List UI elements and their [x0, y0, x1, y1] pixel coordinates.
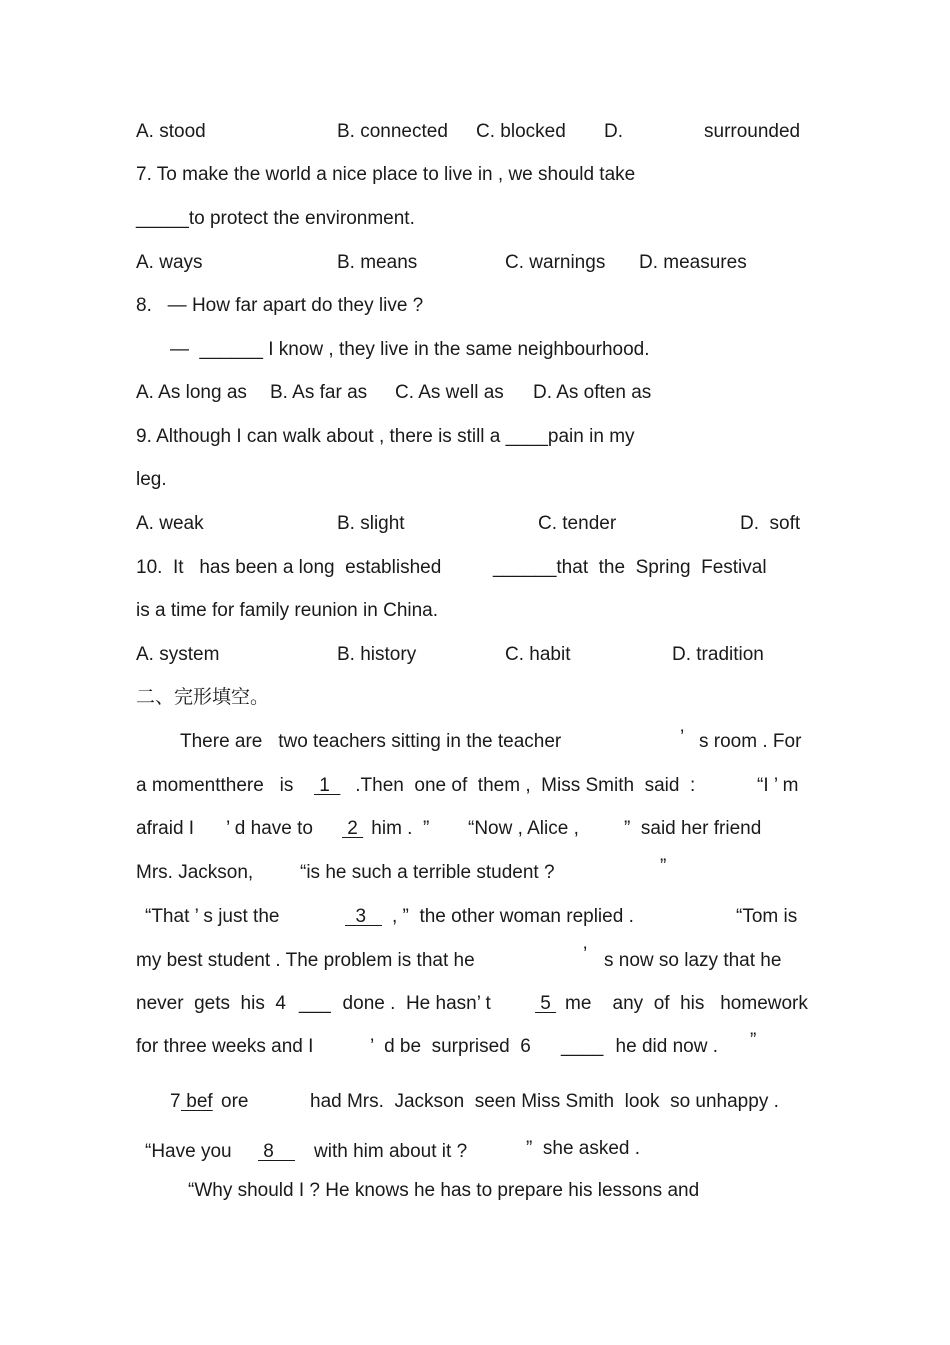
passage-line2-b: .Then one of them , Miss Smith said :: [350, 775, 696, 796]
q8-option-a: A. As long as: [136, 382, 247, 403]
passage-line2-c: “I ’ m: [757, 775, 799, 796]
q9-option-a: A. weak: [136, 513, 204, 534]
passage-line3-b: ’ d have to: [226, 818, 319, 839]
q6-option-a: A. stood: [136, 121, 206, 142]
q10-option-b: B. history: [337, 644, 417, 665]
q10-stem-line1a: 10. It has been a long established: [136, 557, 442, 578]
q10-stem-line2: is a time for family reunion in China.: [136, 600, 439, 621]
passage-line3-e: ” said her friend: [624, 818, 762, 839]
q10-option-c: C. habit: [505, 644, 571, 665]
q8-stem-line1: 8. — How far apart do they live ?: [136, 295, 424, 316]
passage-line6-c: s now so lazy that he: [604, 950, 782, 971]
q8-option-b: B. As far as: [270, 382, 368, 403]
q7-option-c: C. warnings: [505, 252, 606, 273]
blank-6: ____: [561, 1036, 604, 1057]
q9-stem-line2: leg.: [136, 469, 167, 490]
passage-line1-c: s room . For: [699, 731, 802, 752]
passage-line8-b: ’ d be surprised 6: [370, 1036, 537, 1057]
blank-2: 2: [342, 818, 364, 839]
q8-option-d: D. As often as: [533, 382, 652, 403]
passage-line3-c: him . ”: [366, 818, 430, 839]
passage-line7-b: done . He hasn’ t: [332, 993, 502, 1014]
passage-line10-c: ” she asked .: [526, 1138, 641, 1159]
blank-3: 3: [345, 906, 382, 927]
q10-stem-line1b: ______that the Spring Festival: [493, 557, 767, 578]
passage-line7-c: me any of his homework: [565, 993, 808, 1014]
passage-line4-b: “is he such a terrible student ?: [300, 862, 555, 883]
passage-line1-a: There are two teachers sitting in the teacher: [180, 731, 562, 752]
passage-line7-a: never gets his 4: [136, 993, 286, 1014]
q8-stem-line2: — ______ I know , they live in the same neighbourhood.: [170, 339, 650, 360]
q6-option-d-letter: D.: [604, 121, 623, 142]
q9-option-c: C. tender: [538, 513, 617, 534]
passage-line10-a: “Have you: [145, 1141, 243, 1162]
passage-line4-c: ”: [660, 856, 667, 877]
q7-option-a: A. ways: [136, 252, 203, 273]
passage-line3-a: afraid I: [136, 818, 195, 839]
q8-option-c: C. As well as: [395, 382, 504, 403]
passage-line8-d: ”: [750, 1030, 757, 1051]
passage-line8-c: he did now .: [605, 1036, 719, 1057]
passage-line10-b: with him about it ?: [314, 1141, 468, 1162]
q6-option-b: B. connected: [337, 121, 448, 142]
blank-8: 8: [258, 1141, 295, 1162]
passage-line5-b: , ” the other woman replied .: [392, 906, 634, 927]
blank-1: 1: [314, 775, 341, 796]
passage-line4-a: Mrs. Jackson,: [136, 862, 254, 883]
blank-7: bef: [181, 1091, 213, 1112]
passage-line6-a: my best student . The problem is that he: [136, 950, 475, 971]
passage-line5-c: “Tom is: [736, 906, 798, 927]
passage-line2-a: a momentthere is: [136, 775, 299, 796]
q6-option-d-word: surrounded: [704, 121, 801, 142]
passage-line11: “Why should I ? He knows he has to prepare his lessons and: [188, 1180, 700, 1201]
q7-stem-line1: 7. To make the world a nice place to live in , we should take: [136, 164, 636, 185]
q10-option-a: A. system: [136, 644, 220, 665]
blank-4: ___: [299, 993, 331, 1014]
passage-line6-b: ’: [583, 944, 588, 965]
section-heading-cloze: 二、完形填空。: [136, 686, 270, 708]
blank-5: 5: [535, 993, 557, 1014]
passage-line9-b: ore: [221, 1091, 249, 1112]
q10-option-d: D. tradition: [672, 644, 764, 665]
passage-line3-d: “Now , Alice ,: [468, 818, 579, 839]
q6-option-c: C. blocked: [476, 121, 566, 142]
passage-line9-c: had Mrs. Jackson seen Miss Smith look so unhappy .: [310, 1091, 779, 1112]
q9-option-d: D. soft: [740, 513, 801, 534]
passage-line1-b: ’: [680, 727, 685, 748]
q7-option-b: B. means: [337, 252, 418, 273]
passage-line8-a: for three weeks and I: [136, 1036, 314, 1057]
q9-option-b: B. slight: [337, 513, 405, 534]
passage-line9-a: 7: [170, 1091, 181, 1112]
q7-stem-line2: _____to protect the environment.: [136, 208, 415, 229]
q7-option-d: D. measures: [639, 252, 747, 273]
q9-stem-line1: 9. Although I can walk about , there is still a ____pain in my: [136, 426, 635, 447]
passage-line5-a: “That ’ s just the: [145, 906, 280, 927]
